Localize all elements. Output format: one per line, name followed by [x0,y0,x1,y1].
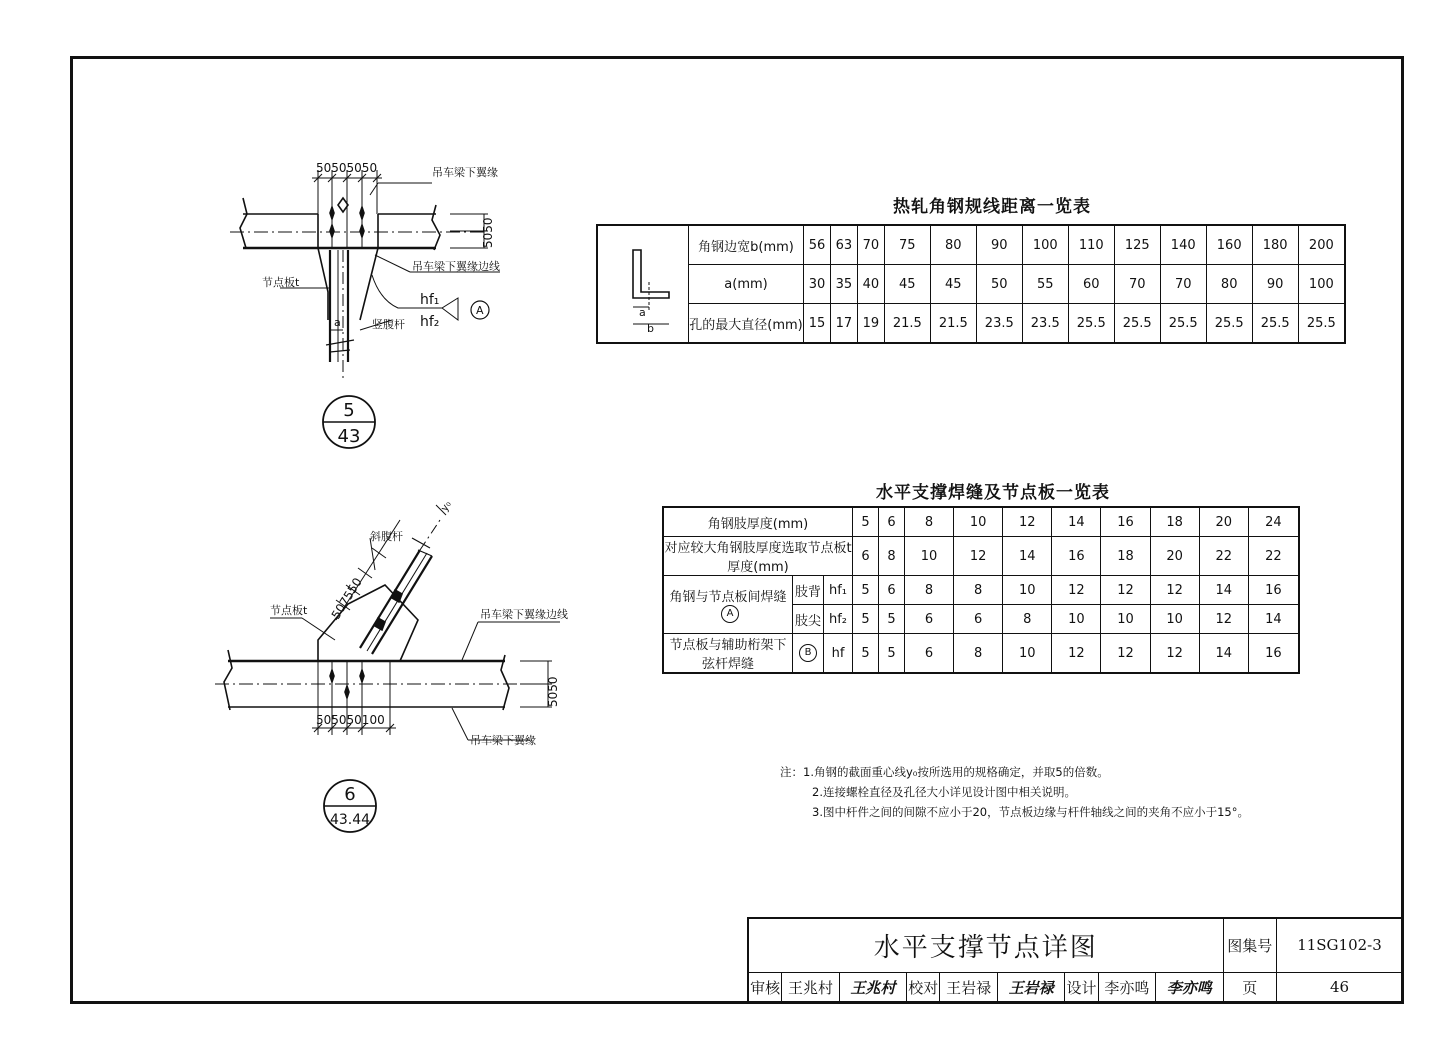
d-cell: 21.5 [930,304,976,344]
r3-label-text: 角钢与节点板间焊缝 [669,590,787,605]
r4-cell: 12 [1101,634,1150,674]
r1-cell: 14 [1052,507,1101,537]
r4-cell: 10 [1003,634,1052,674]
review-label: 审核 [748,972,782,1003]
a-cell: 90 [1252,265,1298,304]
b-cell: 70 [857,225,884,265]
reviewer-name: 王兆村 [782,972,839,1003]
r3b-cell: 5 [853,605,879,634]
r1-cell: 24 [1248,507,1299,537]
row-d-label: 孔的最大直径(mm) [689,304,804,344]
b-cell: 63 [830,225,857,265]
r3b-cell: 14 [1248,605,1299,634]
a-cell: 70 [1114,265,1160,304]
d-cell: 15 [804,304,831,344]
r2-cell: 16 [1052,537,1101,576]
r1-cell: 10 [954,507,1003,537]
r3b-sym: hf₂ [824,605,853,634]
b-cell: 200 [1298,225,1345,265]
d-cell: 25.5 [1252,304,1298,344]
d5-hf2: hf₂ [420,314,440,330]
d6-label-flange-edge: 吊车梁下翼缘边线 [480,608,568,621]
atlas-label: 图集号 [1223,918,1276,972]
r3a-cell: 6 [878,576,904,605]
r3b-cell: 5 [878,605,904,634]
r3a-cell: 12 [1101,576,1150,605]
r3a-cell: 8 [954,576,1003,605]
r1-cell: 16 [1101,507,1150,537]
drawing-title: 水平支撑节点详图 [748,918,1223,972]
b-cell: 75 [884,225,930,265]
page-no: 46 [1276,972,1403,1003]
r3b-cell: 6 [904,605,953,634]
r4-cell: 12 [1150,634,1199,674]
d5-label-gusset: 节点板t [262,276,300,289]
d5-label-flange: 吊车梁下翼缘 [432,166,498,179]
angle-icon-cell [597,225,689,343]
r2-label: 对应较大角钢肢厚度选取节点板t厚度(mm) [663,537,853,576]
b-cell: 100 [1022,225,1068,265]
a-cell: 60 [1068,265,1114,304]
d6-label-flange: 吊车梁下翼缘 [470,734,536,747]
design-label: 设计 [1065,972,1098,1003]
r3a-cell: 16 [1248,576,1299,605]
b-cell: 80 [930,225,976,265]
a-cell: 70 [1160,265,1206,304]
r2-cell: 20 [1150,537,1199,576]
angle-gauge-table [596,224,1346,344]
r4-cell: 14 [1199,634,1248,674]
atlas-no: 11SG102-3 [1276,918,1403,972]
page-label: 页 [1223,972,1276,1003]
detail-5 [230,170,500,448]
r2-cell: 12 [954,537,1003,576]
r1-cell: 5 [853,507,879,537]
r3b-sub: 肢尖 [793,605,824,634]
d6-diag-dims: 507550 [328,575,365,622]
row-a-label: a(mm) [689,265,804,304]
r2-cell: 10 [904,537,953,576]
r4-cell: 12 [1052,634,1101,674]
weld-mark-a: A [721,605,739,623]
r3a-cell: 12 [1150,576,1199,605]
r3b-cell: 6 [954,605,1003,634]
d6-num: 6 [344,784,356,805]
weld-mark-b: B [799,644,817,662]
d6-den: 43.44 [329,812,371,828]
d6-y0: y₀ [439,499,454,514]
angle-section-icon [603,232,683,332]
d-cell: 25.5 [1206,304,1252,344]
r3b-cell: 10 [1052,605,1101,634]
d-cell: 19 [857,304,884,344]
d5-num: 5 [343,400,355,421]
table1-title: 热轧角钢规线距离一览表 [893,197,1091,217]
icon-a: a [639,306,646,319]
r3b-cell: 10 [1150,605,1199,634]
a-cell: 40 [857,265,884,304]
d6-label-diag: 斜腹杆 [370,530,403,543]
designer-name: 李亦鸣 [1098,972,1155,1003]
a-cell: 50 [976,265,1022,304]
r3-label [663,576,793,634]
a-cell: 45 [884,265,930,304]
r4-cell: 16 [1248,634,1299,674]
r2-cell: 8 [878,537,904,576]
checker-name: 王岩禄 [940,972,997,1003]
detail-6 [215,505,560,832]
r4-cell: 5 [878,634,904,674]
b-cell: 180 [1252,225,1298,265]
d-cell: 25.5 [1114,304,1160,344]
r2-cell: 22 [1199,537,1248,576]
d5-den: 43 [337,426,361,447]
d5-a: a [334,316,341,329]
r4-cell: 8 [954,634,1003,674]
r1-cell: 12 [1003,507,1052,537]
d-cell: 21.5 [884,304,930,344]
b-cell: 160 [1206,225,1252,265]
r3a-cell: 10 [1003,576,1052,605]
checker-signature: 王岩禄 [997,972,1065,1003]
reviewer-signature: 王兆村 [839,972,907,1003]
r2-cell: 6 [853,537,879,576]
note-3: 3.图中杆件之间的间隙不应小于20，节点板边缘与杆件轴线之间的夹角不应小于15°。 [812,805,1249,819]
r4-cell: 5 [853,634,879,674]
r4-label: 节点板与辅助桁架下弦杆焊缝 [663,634,793,674]
a-cell: 80 [1206,265,1252,304]
d5-side-dim: 5050 [481,217,495,248]
r2-cell: 22 [1248,537,1299,576]
b-cell: 125 [1114,225,1160,265]
d5-top-dims: 50505050 [316,161,378,175]
r1-cell: 18 [1150,507,1199,537]
r1-cell: 20 [1199,507,1248,537]
d-cell: 25.5 [1068,304,1114,344]
note-1: 注：1.角钢的截面重心线y₀按所选用的规格确定，并取5的倍数。 [780,765,1109,779]
d-cell: 23.5 [976,304,1022,344]
d6-label-gusset: 节点板t [270,604,308,617]
title-block [747,917,1404,1004]
d5-label-flange-edge: 吊车梁下翼缘边线 [412,260,500,273]
d5-weld-mark: A [476,304,484,317]
a-cell: 45 [930,265,976,304]
d6-bottom-dims: 505050100 [316,713,385,727]
check-label: 校对 [907,972,940,1003]
r3a-sub: 肢背 [793,576,824,605]
d6-side-dim: 5050 [546,676,560,707]
b-cell: 90 [976,225,1022,265]
r3b-cell: 12 [1199,605,1248,634]
b-cell: 56 [804,225,831,265]
b-cell: 110 [1068,225,1114,265]
a-cell: 100 [1298,265,1345,304]
a-cell: 35 [830,265,857,304]
r1-cell: 8 [904,507,953,537]
table2-title: 水平支撑焊缝及节点板一览表 [876,483,1110,503]
d-cell: 17 [830,304,857,344]
a-cell: 55 [1022,265,1068,304]
row-b-label: 角钢边宽b(mm) [689,225,804,265]
r3a-cell: 14 [1199,576,1248,605]
d5-hf1: hf₁ [420,292,440,308]
icon-b: b [647,322,654,332]
r3a-cell: 5 [853,576,879,605]
r3b-cell: 10 [1101,605,1150,634]
r2-cell: 18 [1101,537,1150,576]
b-cell: 140 [1160,225,1206,265]
r4-sym: hf [824,634,853,674]
r4-cell: 6 [904,634,953,674]
r3a-sym: hf₁ [824,576,853,605]
r2-cell: 14 [1003,537,1052,576]
weld-gusset-table [662,506,1300,674]
r1-cell: 6 [878,507,904,537]
a-cell: 30 [804,265,831,304]
d-cell: 25.5 [1160,304,1206,344]
note-2: 2.连接螺栓直径及孔径大小详见设计图中相关说明。 [812,785,1076,799]
designer-signature: 李亦鸣 [1156,972,1224,1003]
r3a-cell: 8 [904,576,953,605]
d-cell: 23.5 [1022,304,1068,344]
d-cell: 25.5 [1298,304,1345,344]
r3a-cell: 12 [1052,576,1101,605]
r4-mark-cell [793,634,824,674]
d5-label-vertical: 竖腹杆 [372,318,405,331]
r1-label: 角钢肢厚度(mm) [663,507,853,537]
r3b-cell: 8 [1003,605,1052,634]
notes [780,762,1249,822]
